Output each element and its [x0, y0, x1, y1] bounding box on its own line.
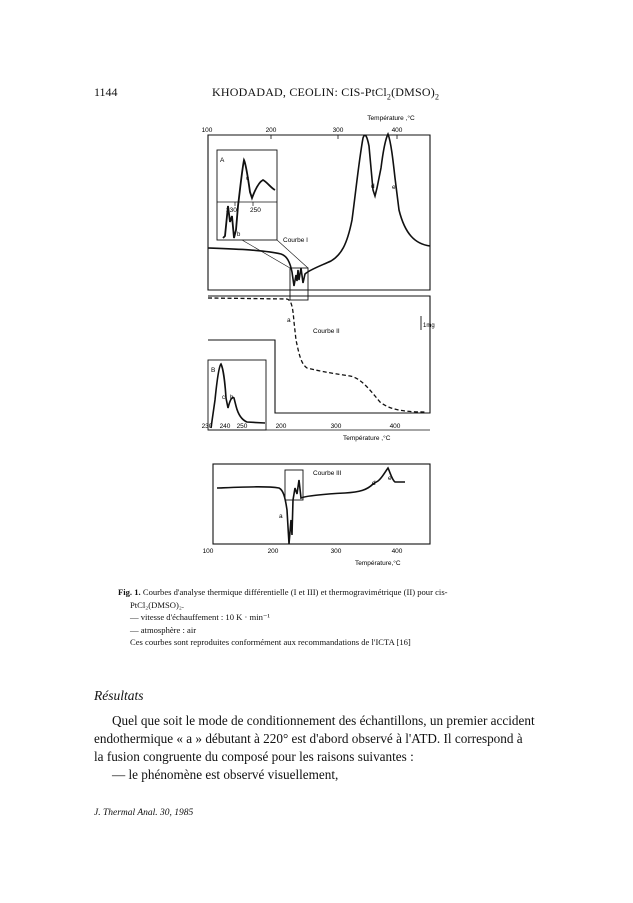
curve-III-peak-e: e [388, 475, 392, 482]
top-tick-400: 400 [391, 127, 403, 134]
middle-tick-200: 200 [275, 423, 287, 430]
body-line-1: Quel que soit le mode de conditionnement des échantillons, un premier accident [112, 713, 535, 728]
curve-I-label: Courbe I [283, 237, 308, 244]
figure-caption [118, 586, 558, 649]
middle-tick-300: 300 [330, 423, 342, 430]
panel-curve-III [213, 464, 430, 544]
inset-B-tick-240: 240 [219, 423, 231, 430]
thermal-analysis-figure [195, 110, 445, 570]
caption-line-2: PtCl₂(DMSO)₂. [130, 599, 184, 610]
curve-II-peak-a: a [287, 317, 291, 324]
running-title: KHODADAD, CEOLIN: CIS-$PtCl_2(DMSO)_2$ [212, 85, 440, 102]
top-axis-title: Température ,°C [367, 115, 415, 122]
journal-footer: J. Thermal Anal. 30, 1985 [94, 808, 194, 818]
inset-A [217, 150, 308, 268]
bottom-tick-300: 300 [330, 548, 342, 555]
inset-A-peak-b: b [237, 232, 241, 238]
inset-B-tick-250: 250 [236, 423, 248, 430]
top-tick-100: 100 [201, 127, 213, 134]
caption-line-4: — atmosphère : air [130, 624, 197, 635]
top-tick-200: 200 [265, 127, 277, 134]
curve-III-peak-a: a [279, 513, 283, 520]
scale-label: 1mg [423, 323, 435, 329]
bottom-tick-400: 400 [391, 548, 403, 555]
inset-A-tick-250: 250 [250, 207, 261, 214]
inset-B-tick-230: 230 [201, 423, 213, 430]
caption-line-3: — vitesse d'échauffement : 10 K · min⁻¹ [130, 612, 271, 622]
curve-II-label: Courbe II [313, 328, 340, 335]
caption-line-1: Courbes d'analyse thermique différentielle (I et III) et thermogravimétrique (II) pour cis- [142, 587, 448, 597]
body-paragraph [94, 712, 554, 784]
body-line-4: — le phénomène est observé visuellement, [112, 767, 339, 782]
bottom-tick-200: 200 [267, 548, 279, 555]
body-line-3: la fusion congruente du composé pour les raisons suivantes : [94, 749, 414, 764]
caption-line-5: Ces courbes sont reproduites conformément aux recommandations de l'ICTA [16] [130, 637, 411, 647]
caption-label: Fig. 1. [118, 587, 141, 597]
middle-axis-title: Température ,°C [343, 435, 391, 442]
curve-I-peak-d: d [371, 183, 375, 190]
inset-B-peak-c: c [222, 395, 225, 401]
bottom-axis-title: Température,°C [355, 560, 401, 567]
curve-III-label: Courbe III [313, 470, 342, 477]
inset-A-peak-c: c [246, 176, 249, 182]
curve-III-peak-d: d [372, 480, 376, 487]
bottom-tick-100: 100 [202, 548, 214, 555]
body-line-2: endothermique « a » débutant à 220° est d'abord observé à l'ATD. Il correspond à [94, 731, 523, 746]
page-number: 1144 [94, 85, 118, 99]
inset-B-label: B [211, 367, 216, 374]
top-tick-300: 300 [332, 127, 344, 134]
curve-III-line [217, 468, 405, 544]
inset-A-tick-230: 230 [226, 207, 237, 214]
inset-B-peak-b: b [230, 395, 234, 401]
middle-tick-400: 400 [389, 423, 401, 430]
curve-I-peak-e: e [392, 184, 396, 191]
section-heading: Résultats [94, 688, 144, 703]
inset-A-label: A [220, 157, 225, 164]
inset-B [208, 360, 266, 430]
